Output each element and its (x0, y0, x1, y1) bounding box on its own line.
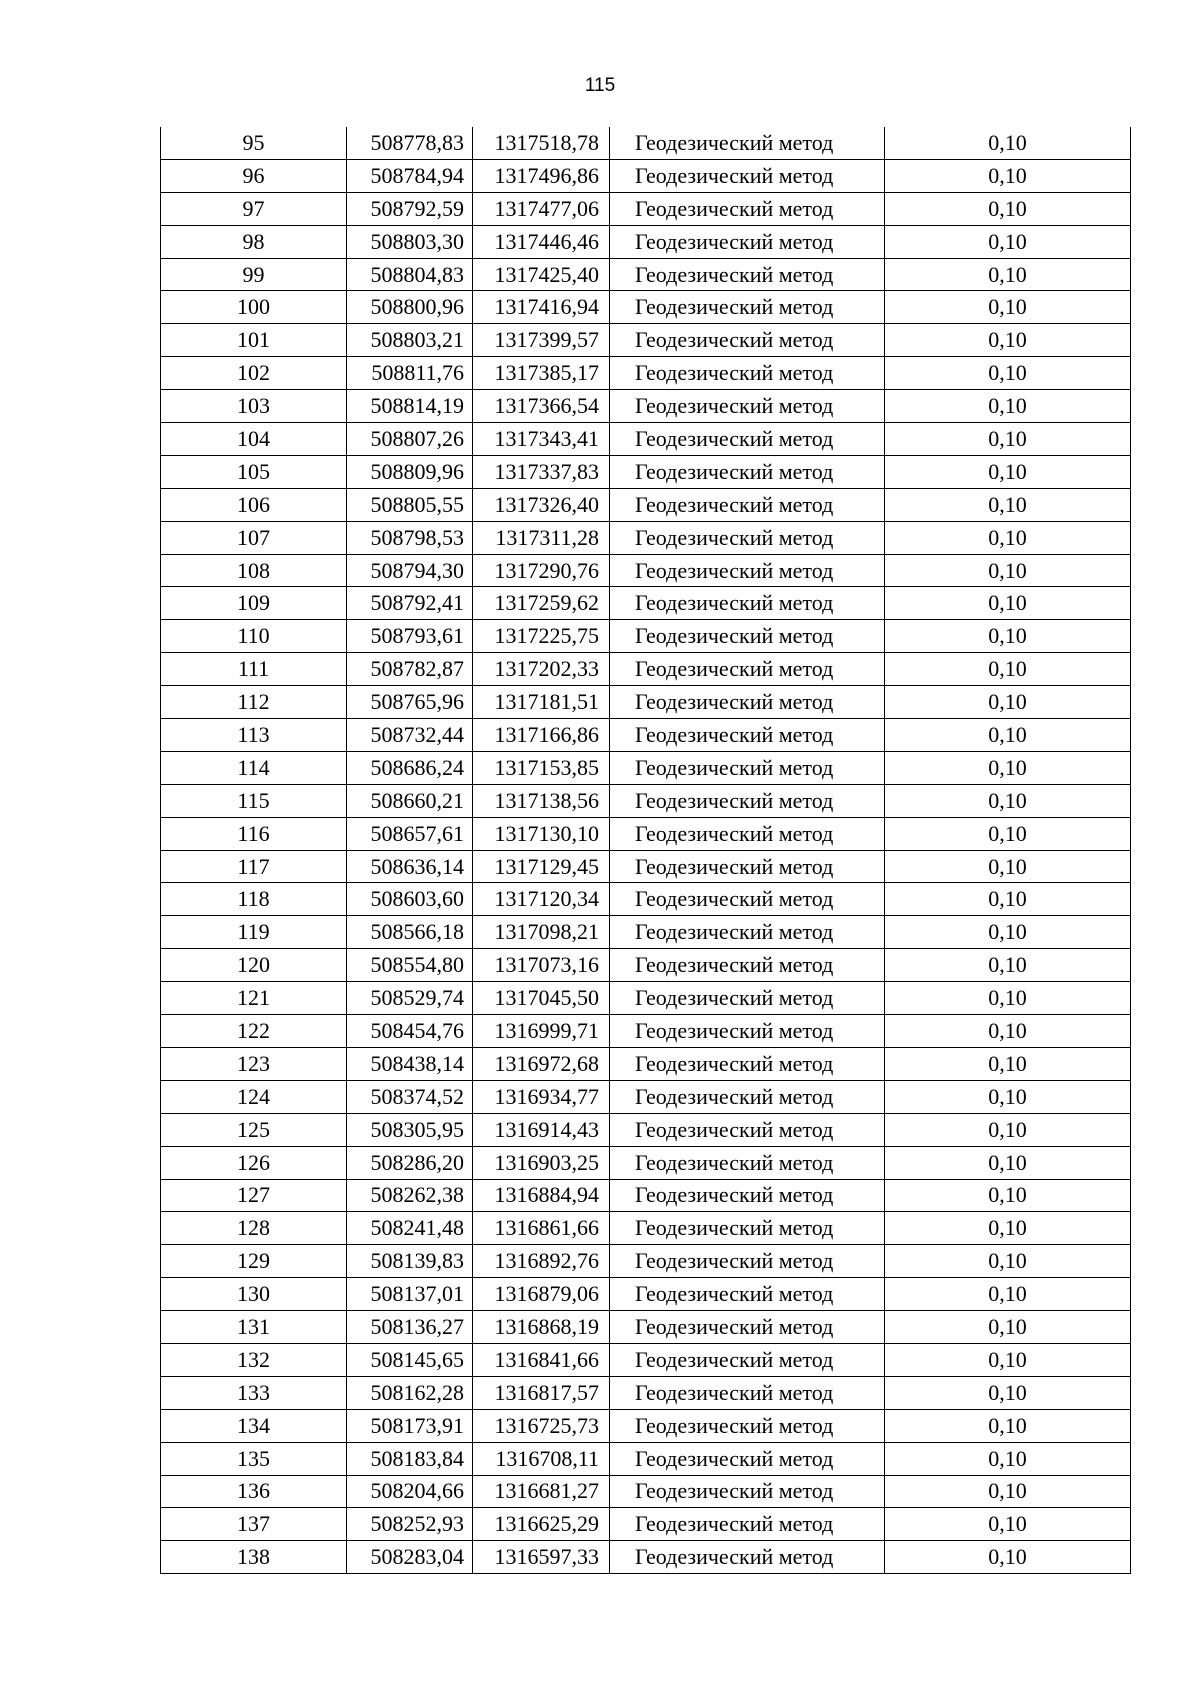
y-coordinate-cell: 1316879,06 (473, 1278, 610, 1311)
y-coordinate-cell: 1316884,94 (473, 1179, 610, 1212)
point-number-cell: 97 (161, 192, 347, 225)
point-number-cell: 95 (161, 127, 347, 159)
table-row (161, 817, 1131, 850)
point-number-cell: 110 (161, 620, 347, 653)
accuracy-cell: 0,10 (885, 1212, 1131, 1245)
method-cell: Геодезический метод (610, 423, 885, 456)
method-cell: Геодезический метод (610, 1376, 885, 1409)
x-coordinate-cell: 508778,83 (347, 127, 473, 159)
x-coordinate-cell: 508454,76 (347, 1015, 473, 1048)
y-coordinate-cell: 1317202,33 (473, 653, 610, 686)
accuracy-cell: 0,10 (885, 554, 1131, 587)
y-coordinate-cell: 1317496,86 (473, 159, 610, 192)
coordinates-table-body (161, 127, 1131, 1574)
y-coordinate-cell: 1316934,77 (473, 1080, 610, 1113)
accuracy-cell: 0,10 (885, 653, 1131, 686)
accuracy-cell: 0,10 (885, 1146, 1131, 1179)
point-number-cell: 120 (161, 949, 347, 982)
point-number-cell: 131 (161, 1311, 347, 1344)
x-coordinate-cell: 508162,28 (347, 1376, 473, 1409)
accuracy-cell: 0,10 (885, 1442, 1131, 1475)
table-row (161, 587, 1131, 620)
table-row (161, 1311, 1131, 1344)
y-coordinate-cell: 1316868,19 (473, 1311, 610, 1344)
accuracy-cell: 0,10 (885, 751, 1131, 784)
y-coordinate-cell: 1316841,66 (473, 1343, 610, 1376)
method-cell: Геодезический метод (610, 982, 885, 1015)
accuracy-cell: 0,10 (885, 1343, 1131, 1376)
y-coordinate-cell: 1317138,56 (473, 784, 610, 817)
accuracy-cell: 0,10 (885, 719, 1131, 752)
y-coordinate-cell: 1317416,94 (473, 291, 610, 324)
y-coordinate-cell: 1317153,85 (473, 751, 610, 784)
y-coordinate-cell: 1317518,78 (473, 127, 610, 159)
accuracy-cell: 0,10 (885, 686, 1131, 719)
method-cell: Геодезический метод (610, 225, 885, 258)
y-coordinate-cell: 1317129,45 (473, 850, 610, 883)
y-coordinate-cell: 1317120,34 (473, 883, 610, 916)
table-row (161, 653, 1131, 686)
point-number-cell: 128 (161, 1212, 347, 1245)
table-row (161, 291, 1131, 324)
table-row (161, 324, 1131, 357)
table-row (161, 357, 1131, 390)
x-coordinate-cell: 508800,96 (347, 291, 473, 324)
accuracy-cell: 0,10 (885, 1015, 1131, 1048)
method-cell: Геодезический метод (610, 916, 885, 949)
x-coordinate-cell: 508438,14 (347, 1047, 473, 1080)
method-cell: Геодезический метод (610, 1475, 885, 1508)
x-coordinate-cell: 508807,26 (347, 423, 473, 456)
y-coordinate-cell: 1317385,17 (473, 357, 610, 390)
x-coordinate-cell: 508792,59 (347, 192, 473, 225)
point-number-cell: 125 (161, 1113, 347, 1146)
y-coordinate-cell: 1316817,57 (473, 1376, 610, 1409)
method-cell: Геодезический метод (610, 1179, 885, 1212)
method-cell: Геодезический метод (610, 554, 885, 587)
coordinates-table (160, 127, 1131, 1574)
accuracy-cell: 0,10 (885, 127, 1131, 159)
point-number-cell: 135 (161, 1442, 347, 1475)
x-coordinate-cell: 508732,44 (347, 719, 473, 752)
table-row (161, 1212, 1131, 1245)
table-row (161, 423, 1131, 456)
point-number-cell: 123 (161, 1047, 347, 1080)
table-row (161, 949, 1131, 982)
point-number-cell: 96 (161, 159, 347, 192)
table-row (161, 1343, 1131, 1376)
method-cell: Геодезический метод (610, 949, 885, 982)
point-number-cell: 138 (161, 1541, 347, 1574)
accuracy-cell: 0,10 (885, 982, 1131, 1015)
method-cell: Геодезический метод (610, 324, 885, 357)
x-coordinate-cell: 508803,21 (347, 324, 473, 357)
method-cell: Геодезический метод (610, 587, 885, 620)
point-number-cell: 104 (161, 423, 347, 456)
point-number-cell: 107 (161, 521, 347, 554)
method-cell: Геодезический метод (610, 620, 885, 653)
table-row (161, 850, 1131, 883)
x-coordinate-cell: 508686,24 (347, 751, 473, 784)
point-number-cell: 121 (161, 982, 347, 1015)
method-cell: Геодезический метод (610, 192, 885, 225)
method-cell: Геодезический метод (610, 1047, 885, 1080)
method-cell: Геодезический метод (610, 653, 885, 686)
x-coordinate-cell: 508792,41 (347, 587, 473, 620)
x-coordinate-cell: 508374,52 (347, 1080, 473, 1113)
y-coordinate-cell: 1317225,75 (473, 620, 610, 653)
x-coordinate-cell: 508262,38 (347, 1179, 473, 1212)
accuracy-cell: 0,10 (885, 455, 1131, 488)
y-coordinate-cell: 1317425,40 (473, 258, 610, 291)
y-coordinate-cell: 1317259,62 (473, 587, 610, 620)
accuracy-cell: 0,10 (885, 1179, 1131, 1212)
method-cell: Геодезический метод (610, 1113, 885, 1146)
point-number-cell: 134 (161, 1409, 347, 1442)
y-coordinate-cell: 1317343,41 (473, 423, 610, 456)
x-coordinate-cell: 508136,27 (347, 1311, 473, 1344)
accuracy-cell: 0,10 (885, 192, 1131, 225)
coordinates-table-container (160, 127, 1131, 1574)
y-coordinate-cell: 1316999,71 (473, 1015, 610, 1048)
x-coordinate-cell: 508794,30 (347, 554, 473, 587)
accuracy-cell: 0,10 (885, 324, 1131, 357)
point-number-cell: 132 (161, 1343, 347, 1376)
table-row (161, 258, 1131, 291)
accuracy-cell: 0,10 (885, 258, 1131, 291)
point-number-cell: 113 (161, 719, 347, 752)
y-coordinate-cell: 1316681,27 (473, 1475, 610, 1508)
table-row (161, 916, 1131, 949)
accuracy-cell: 0,10 (885, 883, 1131, 916)
method-cell: Геодезический метод (610, 751, 885, 784)
accuracy-cell: 0,10 (885, 357, 1131, 390)
method-cell: Геодезический метод (610, 357, 885, 390)
table-row (161, 225, 1131, 258)
y-coordinate-cell: 1317098,21 (473, 916, 610, 949)
method-cell: Геодезический метод (610, 1212, 885, 1245)
table-row (161, 554, 1131, 587)
accuracy-cell: 0,10 (885, 159, 1131, 192)
point-number-cell: 99 (161, 258, 347, 291)
table-row (161, 488, 1131, 521)
point-number-cell: 133 (161, 1376, 347, 1409)
accuracy-cell: 0,10 (885, 620, 1131, 653)
y-coordinate-cell: 1316625,29 (473, 1508, 610, 1541)
x-coordinate-cell: 508657,61 (347, 817, 473, 850)
point-number-cell: 98 (161, 225, 347, 258)
table-row (161, 1245, 1131, 1278)
method-cell: Геодезический метод (610, 784, 885, 817)
accuracy-cell: 0,10 (885, 1376, 1131, 1409)
x-coordinate-cell: 508814,19 (347, 390, 473, 423)
x-coordinate-cell: 508283,04 (347, 1541, 473, 1574)
method-cell: Геодезический метод (610, 1508, 885, 1541)
accuracy-cell: 0,10 (885, 1409, 1131, 1442)
x-coordinate-cell: 508793,61 (347, 620, 473, 653)
point-number-cell: 100 (161, 291, 347, 324)
table-row (161, 1442, 1131, 1475)
accuracy-cell: 0,10 (885, 817, 1131, 850)
accuracy-cell: 0,10 (885, 949, 1131, 982)
point-number-cell: 126 (161, 1146, 347, 1179)
table-row (161, 1146, 1131, 1179)
table-row (161, 686, 1131, 719)
method-cell: Геодезический метод (610, 1245, 885, 1278)
table-row (161, 1278, 1131, 1311)
table-row (161, 784, 1131, 817)
y-coordinate-cell: 1317166,86 (473, 719, 610, 752)
x-coordinate-cell: 508183,84 (347, 1442, 473, 1475)
point-number-cell: 118 (161, 883, 347, 916)
accuracy-cell: 0,10 (885, 225, 1131, 258)
point-number-cell: 114 (161, 751, 347, 784)
method-cell: Геодезический метод (610, 1541, 885, 1574)
page-number: 115 (584, 75, 616, 96)
y-coordinate-cell: 1316725,73 (473, 1409, 610, 1442)
point-number-cell: 122 (161, 1015, 347, 1048)
method-cell: Геодезический метод (610, 291, 885, 324)
y-coordinate-cell: 1316972,68 (473, 1047, 610, 1080)
table-row (161, 1080, 1131, 1113)
y-coordinate-cell: 1317326,40 (473, 488, 610, 521)
point-number-cell: 127 (161, 1179, 347, 1212)
y-coordinate-cell: 1317366,54 (473, 390, 610, 423)
table-row (161, 982, 1131, 1015)
method-cell: Геодезический метод (610, 455, 885, 488)
x-coordinate-cell: 508566,18 (347, 916, 473, 949)
accuracy-cell: 0,10 (885, 1541, 1131, 1574)
method-cell: Геодезический метод (610, 719, 885, 752)
table-row (161, 1508, 1131, 1541)
y-coordinate-cell: 1317446,46 (473, 225, 610, 258)
accuracy-cell: 0,10 (885, 587, 1131, 620)
table-row (161, 127, 1131, 159)
table-row (161, 192, 1131, 225)
y-coordinate-cell: 1316861,66 (473, 1212, 610, 1245)
x-coordinate-cell: 508137,01 (347, 1278, 473, 1311)
method-cell: Геодезический метод (610, 686, 885, 719)
table-row (161, 1376, 1131, 1409)
accuracy-cell: 0,10 (885, 1508, 1131, 1541)
x-coordinate-cell: 508173,91 (347, 1409, 473, 1442)
x-coordinate-cell: 508241,48 (347, 1212, 473, 1245)
x-coordinate-cell: 508782,87 (347, 653, 473, 686)
y-coordinate-cell: 1316914,43 (473, 1113, 610, 1146)
point-number-cell: 111 (161, 653, 347, 686)
point-number-cell: 102 (161, 357, 347, 390)
y-coordinate-cell: 1317399,57 (473, 324, 610, 357)
accuracy-cell: 0,10 (885, 423, 1131, 456)
method-cell: Геодезический метод (610, 488, 885, 521)
method-cell: Геодезический метод (610, 258, 885, 291)
y-coordinate-cell: 1317477,06 (473, 192, 610, 225)
point-number-cell: 124 (161, 1080, 347, 1113)
x-coordinate-cell: 508798,53 (347, 521, 473, 554)
table-row (161, 1475, 1131, 1508)
method-cell: Геодезический метод (610, 817, 885, 850)
point-number-cell: 101 (161, 324, 347, 357)
y-coordinate-cell: 1316892,76 (473, 1245, 610, 1278)
method-cell: Геодезический метод (610, 883, 885, 916)
method-cell: Геодезический метод (610, 1278, 885, 1311)
point-number-cell: 129 (161, 1245, 347, 1278)
point-number-cell: 109 (161, 587, 347, 620)
table-row (161, 1179, 1131, 1212)
method-cell: Геодезический метод (610, 1015, 885, 1048)
accuracy-cell: 0,10 (885, 1047, 1131, 1080)
accuracy-cell: 0,10 (885, 784, 1131, 817)
y-coordinate-cell: 1317181,51 (473, 686, 610, 719)
point-number-cell: 103 (161, 390, 347, 423)
point-number-cell: 108 (161, 554, 347, 587)
x-coordinate-cell: 508765,96 (347, 686, 473, 719)
table-row (161, 1541, 1131, 1574)
method-cell: Геодезический метод (610, 1146, 885, 1179)
table-row (161, 1015, 1131, 1048)
point-number-cell: 105 (161, 455, 347, 488)
accuracy-cell: 0,10 (885, 291, 1131, 324)
x-coordinate-cell: 508204,66 (347, 1475, 473, 1508)
y-coordinate-cell: 1317130,10 (473, 817, 610, 850)
x-coordinate-cell: 508805,55 (347, 488, 473, 521)
accuracy-cell: 0,10 (885, 850, 1131, 883)
x-coordinate-cell: 508305,95 (347, 1113, 473, 1146)
y-coordinate-cell: 1316903,25 (473, 1146, 610, 1179)
table-row (161, 1047, 1131, 1080)
y-coordinate-cell: 1317045,50 (473, 982, 610, 1015)
table-row (161, 1409, 1131, 1442)
method-cell: Геодезический метод (610, 1080, 885, 1113)
point-number-cell: 136 (161, 1475, 347, 1508)
point-number-cell: 116 (161, 817, 347, 850)
y-coordinate-cell: 1317337,83 (473, 455, 610, 488)
accuracy-cell: 0,10 (885, 1245, 1131, 1278)
point-number-cell: 130 (161, 1278, 347, 1311)
accuracy-cell: 0,10 (885, 488, 1131, 521)
table-row (161, 159, 1131, 192)
x-coordinate-cell: 508145,65 (347, 1343, 473, 1376)
y-coordinate-cell: 1317073,16 (473, 949, 610, 982)
x-coordinate-cell: 508286,20 (347, 1146, 473, 1179)
accuracy-cell: 0,10 (885, 916, 1131, 949)
accuracy-cell: 0,10 (885, 1080, 1131, 1113)
table-row (161, 620, 1131, 653)
y-coordinate-cell: 1317311,28 (473, 521, 610, 554)
method-cell: Геодезический метод (610, 521, 885, 554)
y-coordinate-cell: 1317290,76 (473, 554, 610, 587)
table-row (161, 719, 1131, 752)
x-coordinate-cell: 508809,96 (347, 455, 473, 488)
method-cell: Геодезический метод (610, 1409, 885, 1442)
method-cell: Геодезический метод (610, 159, 885, 192)
point-number-cell: 115 (161, 784, 347, 817)
table-row (161, 751, 1131, 784)
table-row (161, 390, 1131, 423)
method-cell: Геодезический метод (610, 1442, 885, 1475)
accuracy-cell: 0,10 (885, 390, 1131, 423)
table-row (161, 883, 1131, 916)
accuracy-cell: 0,10 (885, 1113, 1131, 1146)
y-coordinate-cell: 1316708,11 (473, 1442, 610, 1475)
x-coordinate-cell: 508252,93 (347, 1508, 473, 1541)
method-cell: Геодезический метод (610, 850, 885, 883)
x-coordinate-cell: 508803,30 (347, 225, 473, 258)
x-coordinate-cell: 508139,83 (347, 1245, 473, 1278)
accuracy-cell: 0,10 (885, 521, 1131, 554)
table-row (161, 521, 1131, 554)
method-cell: Геодезический метод (610, 127, 885, 159)
y-coordinate-cell: 1316597,33 (473, 1541, 610, 1574)
x-coordinate-cell: 508804,83 (347, 258, 473, 291)
x-coordinate-cell: 508660,21 (347, 784, 473, 817)
method-cell: Геодезический метод (610, 1311, 885, 1344)
table-row (161, 1113, 1131, 1146)
method-cell: Геодезический метод (610, 1343, 885, 1376)
accuracy-cell: 0,10 (885, 1311, 1131, 1344)
x-coordinate-cell: 508784,94 (347, 159, 473, 192)
point-number-cell: 112 (161, 686, 347, 719)
x-coordinate-cell: 508636,14 (347, 850, 473, 883)
point-number-cell: 106 (161, 488, 347, 521)
accuracy-cell: 0,10 (885, 1475, 1131, 1508)
table-row (161, 455, 1131, 488)
method-cell: Геодезический метод (610, 390, 885, 423)
accuracy-cell: 0,10 (885, 1278, 1131, 1311)
x-coordinate-cell: 508529,74 (347, 982, 473, 1015)
x-coordinate-cell: 508603,60 (347, 883, 473, 916)
x-coordinate-cell: 508811,76 (347, 357, 473, 390)
point-number-cell: 137 (161, 1508, 347, 1541)
point-number-cell: 119 (161, 916, 347, 949)
point-number-cell: 117 (161, 850, 347, 883)
x-coordinate-cell: 508554,80 (347, 949, 473, 982)
